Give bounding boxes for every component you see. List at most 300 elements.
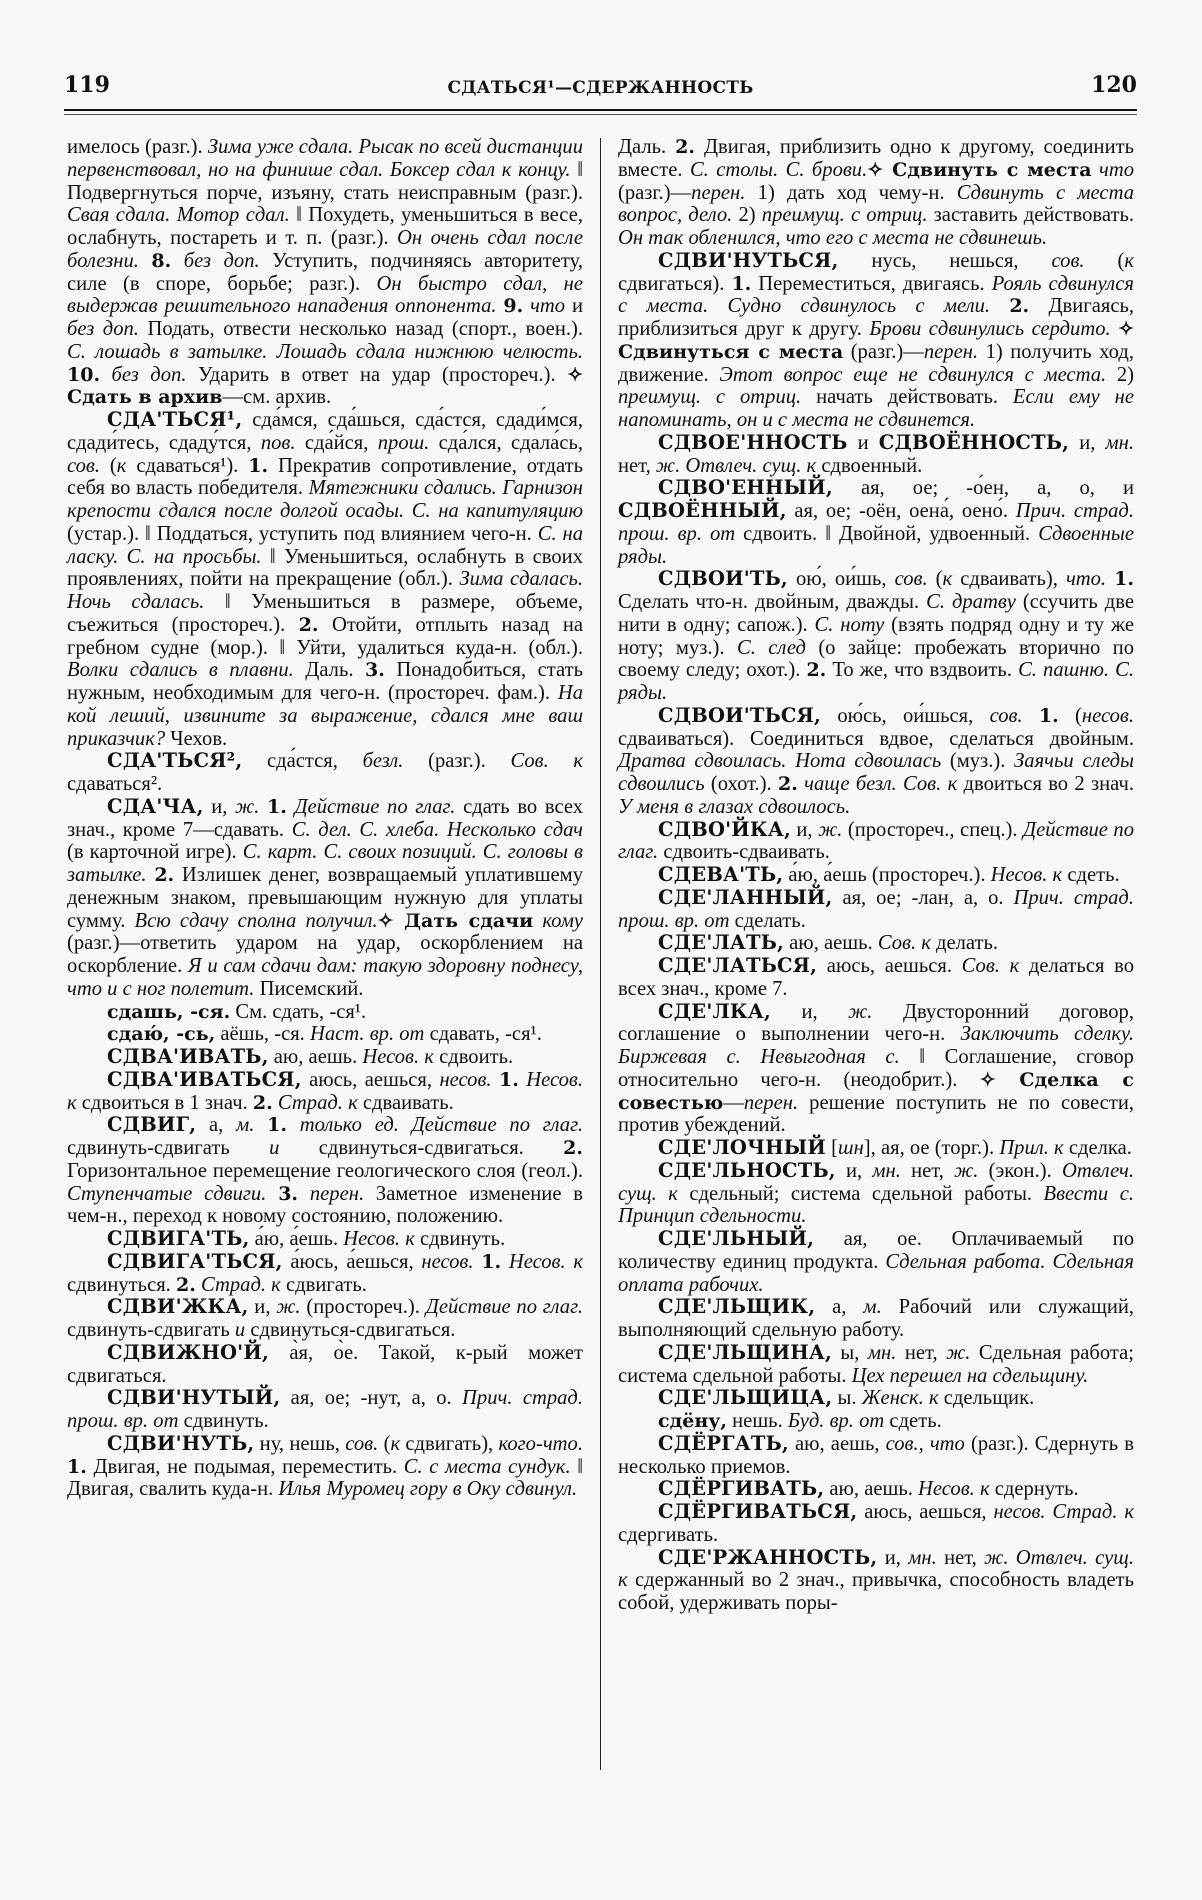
entry-text: 1) дать ход чему-н. xyxy=(745,181,957,204)
entry-text: сдвигать. xyxy=(280,1273,367,1296)
bold-text: 8. xyxy=(151,249,172,272)
entry-text xyxy=(1111,318,1118,340)
entry-text: сда́лся, сдала́сь, xyxy=(429,431,583,454)
italic-text: мн. xyxy=(908,1546,937,1569)
entry-text: (разг.). xyxy=(403,750,511,773)
italic-text: Несов. к xyxy=(343,1228,415,1250)
entry-text: сдельный; система сдельной работы. xyxy=(677,1182,1044,1205)
entry-text: а̀я, о̀е. Такой, к-рый может сдвигаться. xyxy=(67,1341,583,1387)
bold-text: сдёну, xyxy=(658,1410,728,1432)
entry-text: Двусторонний договор, соглашение о выполнении чего-н. xyxy=(618,1000,1134,1046)
entry-text: ая, ое. Оплачиваемый по количеству единиц продукта. xyxy=(618,1228,1134,1273)
entry-text: аюсь, аешься. xyxy=(817,955,962,977)
bold-text: 1. xyxy=(248,454,269,477)
dictionary-entry xyxy=(67,1001,583,1024)
italic-text: безл. xyxy=(362,750,404,773)
entry-text: решение поступить не по совести, против убеждений. xyxy=(618,1091,1134,1137)
entry-text: аю, аешь. xyxy=(784,932,878,955)
italic-text: Мятежники сдались. Гарнизон крепости сдался после долгой осады. С. на капитуляцию xyxy=(67,477,583,522)
entry-text: ою́сь, ои́шься, xyxy=(821,704,990,727)
entry-text: сдвинуть-сдвигать xyxy=(67,1137,270,1159)
dictionary-entry xyxy=(67,1433,583,1501)
entry-text: имелось (разг.). xyxy=(67,136,208,158)
italic-text: Несов. к xyxy=(362,1046,434,1068)
headword: СДЕ'ЛАТЬ, xyxy=(658,931,785,955)
italic-text: сов., что xyxy=(885,1432,965,1455)
dictionary-entry xyxy=(618,705,1134,819)
entry-text: начать действовать. xyxy=(801,386,1013,409)
italic-text: Всю сдачу сполна получил. xyxy=(134,909,378,932)
headword: СДЕ'ЛЬЩИНА, xyxy=(658,1340,832,1364)
italic-text: Илья Муромец гору в Оку сдвинул. xyxy=(278,1478,578,1501)
bold-text: 1. xyxy=(498,1068,519,1091)
italic-text: что xyxy=(523,295,566,318)
italic-text: кого-что. xyxy=(498,1432,583,1455)
entry-text: и, xyxy=(877,1546,909,1569)
dictionary-entry xyxy=(618,1001,1134,1138)
entry-text: См. сдать, -ся¹. xyxy=(230,1000,367,1023)
headword: СДВИГА'ТЬ, xyxy=(107,1227,250,1250)
italic-text: преимущ. с отриц. xyxy=(618,386,802,409)
italic-text: Зима уже сдала. Рысак по всей дистанции первенствовал, но на финише сдал. Боксер сдал к концу. xyxy=(67,136,583,181)
italic-text: перен. xyxy=(691,181,746,204)
dictionary-entry xyxy=(618,1478,1134,1501)
entry-text: Двигаясь, приблизиться друг к другу. xyxy=(618,295,1134,340)
headword: СДЕ'РЖАННОСТЬ, xyxy=(658,1545,878,1569)
entry-text: (в карточной игре). xyxy=(67,841,243,864)
headword: СДВИ'НУТЬСЯ, xyxy=(658,248,839,272)
headword: СДВОЁННОСТЬ, xyxy=(878,430,1070,454)
dictionary-entry xyxy=(67,1114,583,1228)
entry-text: сдвинуться-сдвигаться. xyxy=(245,1319,456,1341)
dictionary-entry xyxy=(618,932,1134,955)
entry-text: сдавать, -ся¹. xyxy=(424,1023,542,1046)
entry-text: ], ая, ое (торг.). xyxy=(863,1137,1000,1159)
italic-text: чаще безл. Сов. к xyxy=(797,773,958,795)
italic-text: м. xyxy=(236,1114,255,1137)
italic-text: Несов. к xyxy=(501,1250,583,1273)
italic-text: к xyxy=(390,1432,401,1455)
italic-text: и xyxy=(269,1137,280,1159)
headword: СДВИЖНО'Й, xyxy=(107,1340,269,1364)
bold-text: 1. xyxy=(266,795,287,818)
entry-text: сдернуть. xyxy=(989,1478,1079,1501)
italic-text: мн. xyxy=(1105,431,1134,454)
entry-text: а́ю, а́ешь (простореч.). xyxy=(783,864,991,886)
italic-text: Заключить сделку. Биржевая с. Невыгодная с. xyxy=(618,1023,1134,1068)
italic-text: С. дел. С. хлеба. Несколько сдач xyxy=(291,818,583,841)
italic-text: Я и сам сдачи дам: такую здоровну поднесу, что и с ног полетит. xyxy=(67,955,583,1000)
entry-text: ‖ Соглашение, сговор относительно чего-н. (неодобрит.). xyxy=(618,1046,1134,1091)
entry-text: а, xyxy=(196,1114,237,1137)
entry-text: ну, нешь, xyxy=(254,1432,346,1455)
dictionary-entry xyxy=(67,1251,583,1297)
italic-text: сов. xyxy=(345,1432,379,1455)
italic-text: На кой леший, извините за выражение, сдался мне ваш приказчик? xyxy=(67,682,583,750)
italic-text: ж. xyxy=(946,1341,971,1364)
italic-text: Действие по глаг. xyxy=(286,795,456,818)
entry-text: сдвигать), xyxy=(400,1432,499,1455)
italic-text: С. след xyxy=(736,636,806,659)
headword: СДЕ'ЛЬНОСТЬ, xyxy=(658,1158,836,1182)
entry-text: и xyxy=(847,431,879,454)
entry-text: ( xyxy=(1058,704,1082,727)
headword: СДЕ'ЛЬЩИК, xyxy=(658,1295,816,1319)
entry-text: Двигая, приблизить одно к другому, соединить вместе. xyxy=(618,136,1134,181)
entry-text: сдвоить-сдваивать. xyxy=(658,841,830,864)
entry-text: сдвоить. xyxy=(433,1046,514,1068)
entry-text xyxy=(990,295,1009,317)
headword: СДЕ'ЛКА, xyxy=(658,999,771,1023)
bold-text: ✧ Сдать в архив xyxy=(67,363,584,409)
italic-text: без доп. xyxy=(171,249,260,272)
entry-text: сдаваться². xyxy=(67,773,163,795)
entry-text: а́юсь, а́ешься, xyxy=(282,1250,422,1273)
entry-text: (экон.). xyxy=(978,1159,1062,1182)
dictionary-entry xyxy=(67,136,583,409)
entry-text: Переместиться, двигаясь. xyxy=(751,272,992,295)
entry-text: нешь. xyxy=(727,1410,788,1432)
italic-text: Волки сдались в плавни. xyxy=(67,659,294,682)
entry-text: сдеть. xyxy=(884,1410,942,1432)
bold-text: 1. xyxy=(67,1455,87,1478)
entry-text: ‖ Уменьшиться, ослабнуть в своих проявлениях, пойти на прекращение (обл.). xyxy=(67,545,583,591)
italic-text: пов. xyxy=(260,431,296,454)
italic-text: Сдельная работа. Сдельная оплата рабочих. xyxy=(618,1250,1134,1296)
entry-text: Двигая, не подымая, переместить. xyxy=(86,1455,404,1478)
entry-text xyxy=(1023,705,1039,727)
italic-text: Сдвинуть с места вопрос, дело. xyxy=(618,181,1134,227)
entry-text: сдвоить. ‖ Двойной, удвоенный. xyxy=(735,522,1039,545)
dictionary-entry xyxy=(618,887,1134,933)
bold-text: ✧ Сделка с совестью xyxy=(618,1068,1134,1114)
entry-text: Чехов. xyxy=(165,727,228,750)
dictionary-entry xyxy=(618,819,1134,865)
entry-text xyxy=(254,1114,267,1136)
entry-text: ( xyxy=(378,1432,391,1455)
italic-text: Прич. страд. прош. вр. от xyxy=(618,886,1134,932)
entry-text: ‖ Уменьшиться в размере, объеме, съежиться (простореч.). xyxy=(67,591,583,636)
entry-text: сдваивать. xyxy=(357,1091,454,1114)
italic-text: Он быстро сдал, не выдержав решительного нападения оппонента. xyxy=(67,272,583,318)
italic-text: ж. xyxy=(848,1000,873,1023)
dictionary-entry xyxy=(618,1501,1134,1547)
entry-text: сдвинуть-сдвигать xyxy=(67,1319,235,1341)
entry-text: ( xyxy=(1084,249,1125,272)
italic-text: мн. xyxy=(867,1341,897,1364)
italic-text: Если ему не напоминать, он и с места не сдвинется. xyxy=(618,386,1135,431)
italic-text: Действие по глаг. xyxy=(618,818,1135,864)
bold-text: 3. xyxy=(278,1182,299,1205)
italic-text: Зима сдалась. Ночь сдалась. xyxy=(67,568,584,613)
entry-text: и, xyxy=(835,1159,873,1182)
entry-text: сдвоиться в 1 знач. xyxy=(76,1091,253,1114)
entry-text: [ xyxy=(826,1137,839,1159)
entry-text: (взять подряд одну и ту же ноту; муз.). xyxy=(618,613,1135,659)
bold-text: ✧ Сдвинуться с места xyxy=(618,318,1134,363)
header-rule xyxy=(64,109,1137,115)
italic-text: С. лошадь в затылке. Лошадь сдала нижнюю челюсть. xyxy=(67,340,583,363)
entry-text: делаться во всех знач., кроме 7. xyxy=(618,955,1134,1000)
italic-text: Сов. к xyxy=(961,955,1020,977)
entry-text: (разг.). Сдернуть в несколько приемов. xyxy=(618,1432,1134,1478)
entry-text: Сдельная работа; система сдельной работы. xyxy=(618,1341,1134,1387)
italic-text: шн xyxy=(838,1137,864,1159)
italic-text: С. карт. С. своих позиций. С. головы в затылке. xyxy=(67,841,583,886)
entry-text: и, xyxy=(790,818,819,841)
entry-text: сда́йся, xyxy=(295,431,378,454)
italic-text: без доп. xyxy=(100,363,187,386)
italic-text: ж. xyxy=(954,1159,979,1182)
italic-text: С. на ласку. С. на просьбы. xyxy=(67,522,584,568)
bold-text: 3. xyxy=(365,659,385,682)
headword: СДВИ'НУТЬ, xyxy=(107,1431,255,1455)
page-header xyxy=(64,72,1137,102)
entry-text xyxy=(259,796,267,818)
entry-text: ( xyxy=(927,568,943,591)
entry-text: и, xyxy=(770,1000,849,1023)
entry-text: (разг.)— xyxy=(618,181,692,204)
italic-text: Цех перешел на сдельщину. xyxy=(851,1364,1089,1387)
italic-text: несов. xyxy=(439,1068,492,1091)
headword: СДЕ'ЛАТЬСЯ, xyxy=(658,954,818,977)
italic-text: Страд. к xyxy=(195,1273,281,1296)
dictionary-entry xyxy=(618,1387,1134,1410)
entry-text: сдергивать. xyxy=(618,1523,719,1546)
bold-text: 1. xyxy=(1038,704,1059,727)
bold-text: 10. xyxy=(67,363,101,386)
dictionary-entry xyxy=(618,1342,1134,1388)
entry-text: (о зайце: пробежать вторично по своему следу; охот.). xyxy=(618,636,1135,682)
bold-text: 2. xyxy=(1009,295,1030,318)
entry-text: ‖ Двигая, свалить куда-н. xyxy=(67,1455,583,1501)
entry-text xyxy=(492,1069,499,1091)
entry-text: и, xyxy=(1069,431,1106,454)
entry-text: (муз.). xyxy=(941,750,1015,773)
italic-text: Ступенчатые сдвиги. xyxy=(67,1182,267,1205)
entry-text: ая, ое; -лан, а, о. xyxy=(832,886,1014,909)
headword: СДВОЕ'ННОСТЬ xyxy=(658,430,848,454)
dictionary-entry xyxy=(67,1387,583,1433)
italic-text: сов. xyxy=(989,704,1023,727)
italic-text: преимущ. с отриц. xyxy=(761,204,928,227)
entry-text: сдвинуться-сдвигаться. xyxy=(279,1137,564,1159)
dictionary-entry xyxy=(618,250,1134,432)
italic-text: к xyxy=(1124,249,1134,272)
italic-text: Прич. страд. прош. вр. от xyxy=(618,500,1134,545)
italic-text: Ввести с. Принцип сдельности. xyxy=(618,1182,1134,1228)
column-divider xyxy=(600,138,601,1770)
column-right xyxy=(618,136,1134,1615)
entry-text: (простореч.). xyxy=(300,1296,426,1319)
bold-text: 2. xyxy=(675,136,695,158)
italic-text: Буд. вр. от xyxy=(787,1410,885,1432)
italic-text: перен. xyxy=(923,340,979,363)
headword: СДВО'ЕННЫЙ, xyxy=(658,476,833,500)
italic-text: перен. xyxy=(743,1091,799,1114)
entry-text: сдвинуть. xyxy=(178,1410,269,1432)
dictionary-entry xyxy=(618,1160,1134,1228)
entry-text: Рабочий или служащий, выполняющий сдельную работу. xyxy=(618,1296,1135,1341)
italic-text: без доп. xyxy=(67,318,139,340)
italic-text: сов. xyxy=(1051,249,1085,272)
entry-text: а, xyxy=(815,1296,864,1319)
dictionary-entry xyxy=(618,1137,1134,1160)
entry-text: 2) xyxy=(732,204,762,227)
entry-text: сделка. xyxy=(1063,1137,1132,1159)
dictionary-entry xyxy=(618,136,1134,250)
italic-text: к xyxy=(116,454,127,477)
headword: СДВОИ'ТЬ, xyxy=(658,567,788,591)
italic-text: У меня в глазах сдвоилось. xyxy=(618,795,851,818)
italic-text: к xyxy=(942,568,953,591)
italic-text: Брови сдвинулись сердито. xyxy=(869,318,1111,340)
running-head: СДАТЬСЯ¹—СДЕРЖАННОСТЬ xyxy=(447,78,754,98)
entry-text: сдельщик. xyxy=(938,1387,1035,1410)
entry-text: Даль. xyxy=(293,659,365,682)
entry-text: и, xyxy=(248,1296,277,1319)
entry-text: ая, ое; -о́ен, а, о, и xyxy=(832,477,1134,500)
dictionary-entry xyxy=(67,409,583,750)
dictionary-entry xyxy=(618,1228,1134,1296)
italic-text: Несов. к xyxy=(918,1478,990,1501)
italic-text: С. ноту xyxy=(814,613,885,636)
entry-text: сдать во всех знач., кроме 7—сдавать. xyxy=(67,795,584,841)
italic-text: и xyxy=(234,1319,246,1341)
italic-text: Дратва сдвоилась. Нота сдвоилась xyxy=(618,750,942,773)
italic-text: кому xyxy=(533,909,583,932)
italic-text: ж. Отвлеч. сущ. к xyxy=(618,1546,1134,1592)
italic-text: что. xyxy=(1065,568,1107,591)
entry-text: а́ю, а́ешь. xyxy=(249,1228,344,1250)
italic-text: Он так обленился, что его с места не сдвинешь. xyxy=(618,227,1048,249)
entry-text xyxy=(1106,568,1114,590)
entry-text: сдвигаться). xyxy=(618,272,732,295)
dictionary-entry xyxy=(618,432,1134,478)
italic-text: С. пашню. С. ряды. xyxy=(618,659,1135,704)
italic-text: Сов. к xyxy=(877,932,931,955)
entry-text: (простореч., спец.). xyxy=(842,818,1024,841)
italic-text: несов. xyxy=(421,1250,474,1273)
entry-text: Понадобиться, стать нужным, необходимым для чего-н. (простореч. фам.). xyxy=(67,659,583,704)
entry-text: 1) получить ход, движение. xyxy=(618,340,1134,386)
entry-text: нет, xyxy=(900,1159,955,1182)
italic-text: несов. xyxy=(1081,704,1135,727)
entry-text: нусь, нешься, xyxy=(838,249,1052,272)
entry-text: заставить действовать. xyxy=(927,204,1135,227)
entry-text: ы. xyxy=(832,1387,862,1410)
entry-text: Даль. xyxy=(618,136,676,158)
entry-text: ая, ое; -оён, оена́, оено́. xyxy=(786,500,1016,522)
dictionary-entry xyxy=(67,796,583,1001)
dictionary-entry xyxy=(618,1433,1134,1479)
entry-text: нет, xyxy=(936,1546,985,1569)
italic-text: Этот вопрос еще не сдвинулся с места. xyxy=(719,363,1107,386)
entry-text: Отойти, отплыть назад на гребном судне (мор.). ‖ Уйти, удалиться куда-н. (обл.). xyxy=(67,613,584,659)
entry-text: сдвоенный. xyxy=(816,454,923,477)
entry-text: сда́мся, сда́шься, сда́стся, сдади́мся, сдади́тесь, сдаду́тся, xyxy=(67,409,583,454)
bold-text: 2. xyxy=(252,1091,273,1114)
bold-text: 1. xyxy=(481,1250,502,1273)
italic-text: прош. xyxy=(377,431,430,454)
dictionary-entry xyxy=(67,1296,583,1342)
dictionary-entry xyxy=(618,477,1134,568)
bold-text: 2. xyxy=(563,1137,583,1159)
entry-text: ая, ое; -нут, а, о. xyxy=(280,1387,463,1410)
italic-text: Сов. к xyxy=(510,750,583,773)
italic-text: Заячьи следы сдвоились xyxy=(618,750,1134,795)
entry-text: Излишек денег, возвращаемый уплатившему денежным знаком, превышающим нужную для уплаты сумму. xyxy=(67,864,583,932)
dictionary-entry xyxy=(618,1547,1134,1615)
italic-text: Прич. страд. прош. вр. от xyxy=(67,1387,583,1432)
bold-text: 2. xyxy=(806,659,827,682)
entry-text: аю, аешь. xyxy=(268,1046,363,1068)
headword: СДВОЁННЫЙ, xyxy=(618,499,787,522)
headword: СДА'ТЬСЯ², xyxy=(107,749,243,773)
entry-text: нет, xyxy=(618,454,656,477)
entry-text: (устар.). ‖ Поддаться, уступить под влиянием чего-н. xyxy=(67,522,538,545)
italic-text: перен. xyxy=(298,1182,365,1205)
entry-text: сдержанный во 2 знач., привычка, способность владеть собой, удерживать поры- xyxy=(618,1569,1134,1614)
bold-text: 2. xyxy=(175,1273,196,1296)
italic-text: что xyxy=(1091,158,1134,181)
entry-text: (охот.). xyxy=(704,773,779,795)
italic-text: Свая сдала. Мотор сдал. xyxy=(67,204,290,227)
italic-text: только ед. Действие по глаг. xyxy=(287,1114,583,1137)
italic-text: Отвлеч. сущ. к xyxy=(618,1159,1134,1205)
entry-text: То же, что вздвоить. xyxy=(826,659,1019,682)
entry-text: ‖ Похудеть, уменьшиться в весе, ослабнуть, постареть и т. п. (разг.). xyxy=(67,204,583,249)
italic-text: Страд. к xyxy=(272,1091,358,1114)
entry-text xyxy=(266,1183,278,1205)
page-number-right: 120 xyxy=(1091,72,1137,98)
bold-text: 1. xyxy=(267,1114,287,1137)
italic-text: сов. xyxy=(67,454,101,477)
entry-text: ы, xyxy=(831,1341,868,1364)
headword: СДЁРГИВАТЬСЯ, xyxy=(658,1500,858,1523)
entry-text: сдвинуться. xyxy=(67,1273,176,1296)
bold-text: ✧ Дать сдачи xyxy=(377,909,534,932)
entry-text: сдеть. xyxy=(1062,864,1120,886)
italic-text: м. xyxy=(863,1296,882,1319)
entry-text: нет, xyxy=(896,1341,947,1364)
dictionary-entry xyxy=(67,1023,583,1046)
entry-text: и, xyxy=(203,795,236,818)
italic-text: Женск. к xyxy=(861,1387,939,1410)
bold-text: ✧ Сдвинуть с места xyxy=(867,158,1092,181)
entry-text: аю, аешь, xyxy=(788,1432,886,1455)
entry-text: Ударить в ответ на удар (простореч.). xyxy=(186,363,568,386)
page-number-left: 119 xyxy=(64,72,110,98)
headword: СДЕ'ЛАННЫЙ, xyxy=(658,885,833,909)
entry-text: сдаваться¹). xyxy=(126,454,249,477)
entry-text: ‖ Подвергнуться порче, изъяну, стать неисправным (разг.). xyxy=(67,158,583,204)
dictionary-entry xyxy=(67,750,583,796)
headword: СДВА'ИВАТЬСЯ, xyxy=(107,1067,302,1091)
dictionary-entry xyxy=(67,1228,583,1251)
entry-text: сдваиваться). Соединиться вдвое, сделаться двойным. xyxy=(618,727,1134,750)
entry-text: Подать, отвести несколько назад (спорт., воен.). xyxy=(138,318,583,340)
entry-text: (разг.)— xyxy=(843,340,924,363)
entry-text: Уступить, подчиняясь авторитету, силе (в споре, борьбе; разг.). xyxy=(67,249,584,295)
headword: СДВИ'НУТЫЙ, xyxy=(107,1386,281,1410)
italic-text: Действие по глаг. xyxy=(425,1296,583,1319)
italic-text: Несов. к xyxy=(67,1068,583,1114)
italic-text: ж. xyxy=(818,818,843,841)
italic-text: ж. xyxy=(235,795,260,818)
headword: СДА'ТЬСЯ¹, xyxy=(107,408,243,431)
entry-text: двоиться во 2 знач. xyxy=(957,773,1134,795)
